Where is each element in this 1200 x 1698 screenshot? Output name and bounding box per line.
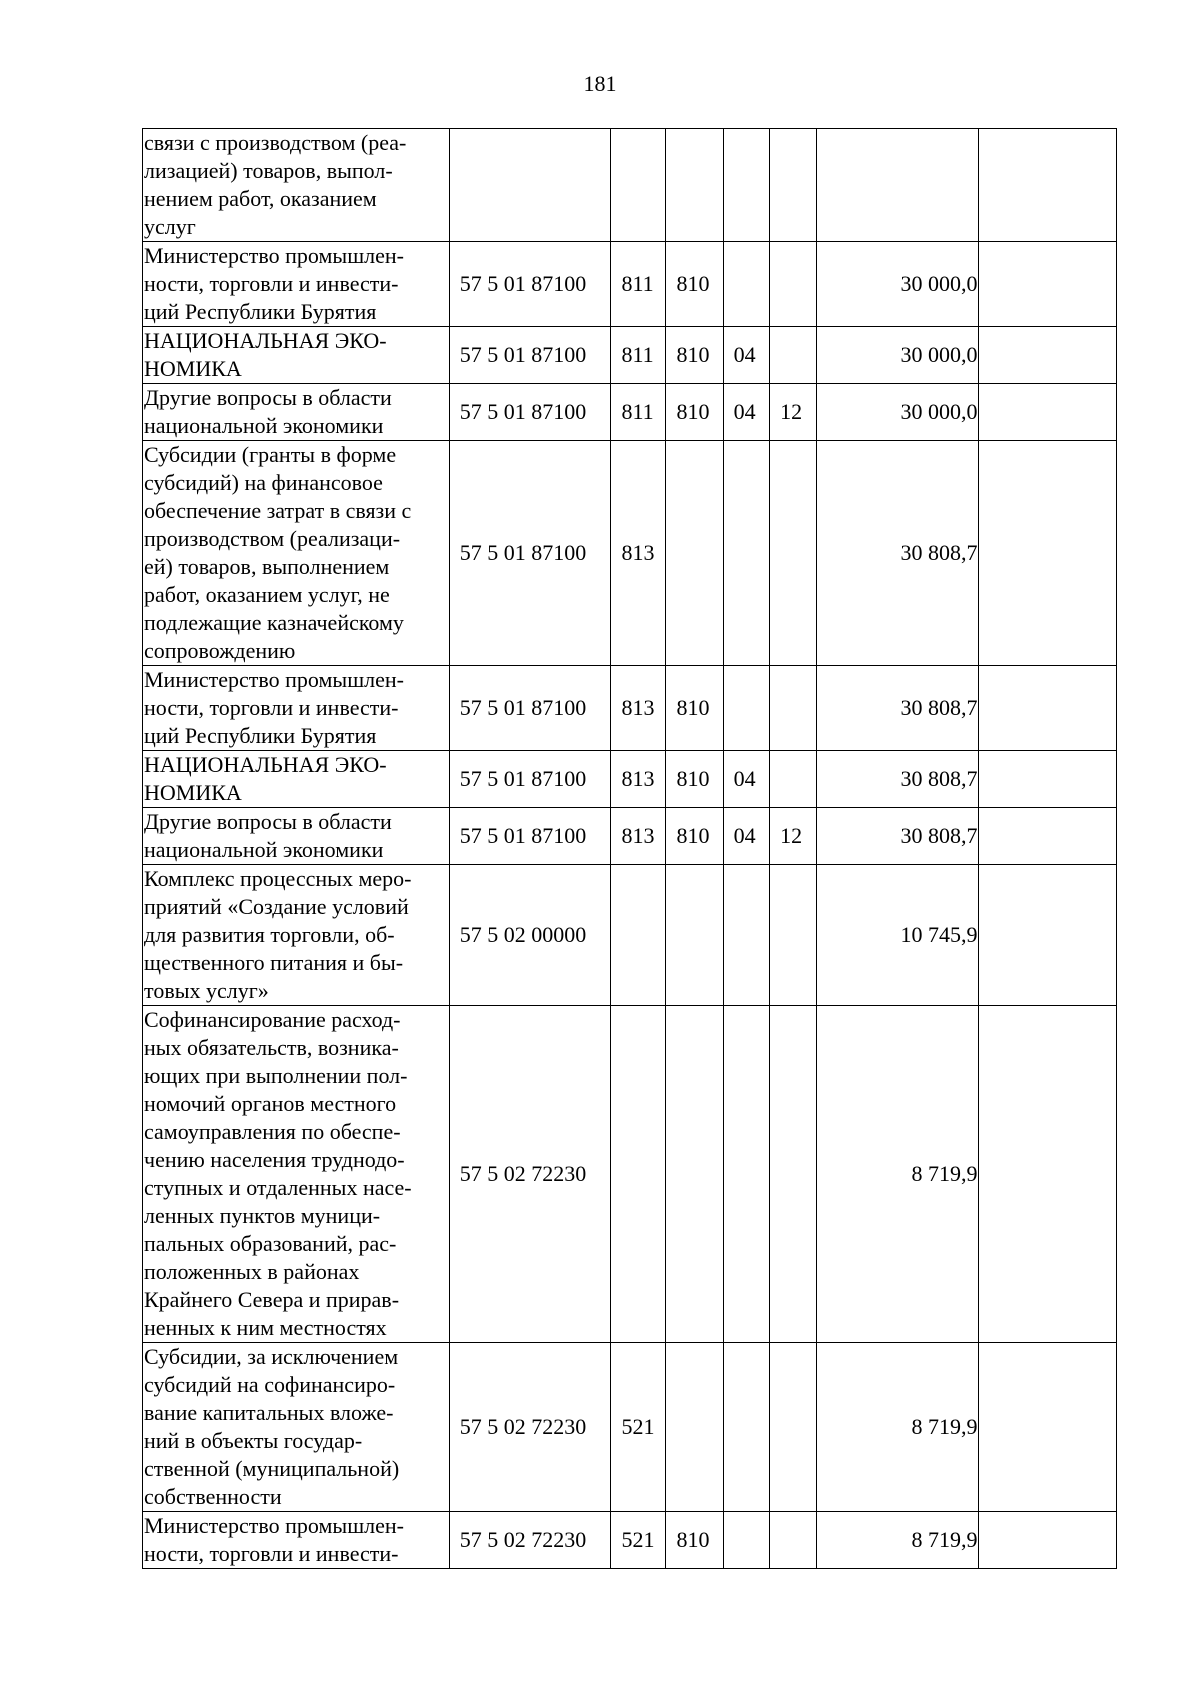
cell-amount: 8 719,9 — [816, 1512, 979, 1569]
cell-extra — [979, 384, 1117, 441]
cell-administrator-code: 810 — [666, 1512, 723, 1569]
item-name-line: нением работ, оказанием — [144, 186, 377, 211]
table-row — [143, 1343, 1117, 1512]
cell-section-code: 04 — [723, 808, 770, 865]
cell-item-name — [143, 441, 450, 666]
cell-amount: 30 808,7 — [816, 751, 979, 808]
item-name-line: ленных пунктов муници- — [144, 1203, 381, 1228]
cell-subsection-code — [770, 751, 817, 808]
item-name-line: сопровождению — [144, 638, 296, 663]
item-name-line: Крайнего Севера и прирав- — [144, 1287, 400, 1312]
cell-extra — [979, 1512, 1117, 1569]
cell-target-article-code: 57 5 02 00000 — [449, 865, 611, 1006]
cell-section-code — [723, 441, 770, 666]
table-row — [143, 1512, 1117, 1569]
cell-expense-type-code: 811 — [611, 327, 666, 384]
item-name-line: субсидий) на финансовое — [144, 470, 383, 495]
cell-expense-type-code: 813 — [611, 751, 666, 808]
cell-subsection-code — [770, 327, 817, 384]
cell-extra — [979, 441, 1117, 666]
item-name-line: ций Республики Бурятия — [144, 299, 377, 324]
cell-subsection-code — [770, 1343, 817, 1512]
table-row — [143, 242, 1117, 327]
cell-amount: 8 719,9 — [816, 1343, 979, 1512]
cell-subsection-code — [770, 441, 817, 666]
table-row — [143, 129, 1117, 242]
budget-table — [142, 128, 1117, 1569]
cell-expense-type-code: 813 — [611, 808, 666, 865]
item-name-line: ненных к ним местностях — [144, 1315, 387, 1340]
cell-subsection-code — [770, 1006, 817, 1343]
cell-subsection-code — [770, 865, 817, 1006]
table-row — [143, 751, 1117, 808]
cell-item-name — [143, 242, 450, 327]
item-name-line: ступных и отдаленных насе- — [144, 1175, 412, 1200]
item-name-line: ций Республики Бурятия — [144, 723, 377, 748]
cell-item-name — [143, 129, 450, 242]
item-name-line: номочий органов местного — [144, 1091, 397, 1116]
item-name-line: Субсидии (гранты в форме — [144, 442, 397, 467]
cell-expense-type-code: 811 — [611, 384, 666, 441]
cell-extra — [979, 129, 1117, 242]
item-name-line: лизацией) товаров, выпол- — [144, 158, 393, 183]
cell-expense-type-code — [611, 865, 666, 1006]
item-name-line: Министерство промышлен- — [144, 1513, 404, 1538]
cell-expense-type-code: 521 — [611, 1512, 666, 1569]
cell-administrator-code — [666, 441, 723, 666]
cell-subsection-code: 12 — [770, 808, 817, 865]
item-name-line: Министерство промышлен- — [144, 243, 404, 268]
cell-expense-type-code — [611, 129, 666, 242]
cell-administrator-code: 810 — [666, 808, 723, 865]
cell-extra — [979, 1006, 1117, 1343]
cell-section-code: 04 — [723, 327, 770, 384]
cell-section-code — [723, 666, 770, 751]
item-name-line: для развития торговли, об- — [144, 922, 395, 947]
item-name-line: ственной (муниципальной) — [144, 1456, 400, 1481]
item-name-line: национальной экономики — [144, 413, 384, 438]
cell-amount: 30 000,0 — [816, 384, 979, 441]
cell-item-name — [143, 1512, 450, 1569]
table-row — [143, 865, 1117, 1006]
cell-subsection-code: 12 — [770, 384, 817, 441]
table-row — [143, 666, 1117, 751]
cell-amount: 30 808,7 — [816, 441, 979, 666]
cell-extra — [979, 751, 1117, 808]
item-name-line: ей) товаров, выполнением — [144, 554, 390, 579]
cell-administrator-code: 810 — [666, 384, 723, 441]
item-name-line: НОМИКА — [144, 356, 242, 381]
cell-subsection-code — [770, 242, 817, 327]
cell-target-article-code: 57 5 02 72230 — [449, 1512, 611, 1569]
item-name-line: национальной экономики — [144, 837, 384, 862]
cell-extra — [979, 666, 1117, 751]
cell-target-article-code: 57 5 02 72230 — [449, 1343, 611, 1512]
cell-target-article-code: 57 5 01 87100 — [449, 242, 611, 327]
cell-administrator-code: 810 — [666, 327, 723, 384]
cell-administrator-code — [666, 865, 723, 1006]
item-name-line: ности, торговли и инвести- — [144, 695, 399, 720]
cell-item-name — [143, 666, 450, 751]
cell-administrator-code: 810 — [666, 666, 723, 751]
cell-section-code — [723, 1512, 770, 1569]
cell-section-code — [723, 1006, 770, 1343]
cell-expense-type-code: 521 — [611, 1343, 666, 1512]
item-name-line: работ, оказанием услуг, не — [144, 582, 390, 607]
item-name-line: НАЦИОНАЛЬНАЯ ЭКО- — [144, 752, 387, 777]
cell-amount: 30 808,7 — [816, 808, 979, 865]
item-name-line: производством (реализаци- — [144, 526, 401, 551]
cell-target-article-code: 57 5 01 87100 — [449, 327, 611, 384]
cell-extra — [979, 865, 1117, 1006]
cell-section-code — [723, 129, 770, 242]
cell-administrator-code — [666, 129, 723, 242]
item-name-line: НАЦИОНАЛЬНАЯ ЭКО- — [144, 328, 387, 353]
table-row — [143, 441, 1117, 666]
cell-administrator-code: 810 — [666, 751, 723, 808]
item-name-line: чению населения труднодо- — [144, 1147, 405, 1172]
cell-item-name — [143, 808, 450, 865]
cell-subsection-code — [770, 129, 817, 242]
cell-subsection-code — [770, 1512, 817, 1569]
cell-item-name — [143, 327, 450, 384]
item-name-line: Субсидии, за исключением — [144, 1344, 399, 1369]
cell-expense-type-code: 813 — [611, 666, 666, 751]
cell-amount: 30 808,7 — [816, 666, 979, 751]
cell-item-name — [143, 751, 450, 808]
item-name-line: Другие вопросы в области — [144, 809, 392, 834]
cell-extra — [979, 1343, 1117, 1512]
cell-amount — [816, 129, 979, 242]
cell-amount: 8 719,9 — [816, 1006, 979, 1343]
item-name-line: ний в объекты государ- — [144, 1428, 363, 1453]
item-name-line: НОМИКА — [144, 780, 242, 805]
item-name-line: Министерство промышлен- — [144, 667, 404, 692]
cell-target-article-code: 57 5 01 87100 — [449, 751, 611, 808]
cell-administrator-code — [666, 1343, 723, 1512]
item-name-line: вание капитальных вложе- — [144, 1400, 394, 1425]
item-name-line: пальных образований, рас- — [144, 1231, 397, 1256]
page-number: 181 — [583, 71, 617, 96]
cell-amount: 30 000,0 — [816, 327, 979, 384]
table-row — [143, 1006, 1117, 1343]
cell-amount: 30 000,0 — [816, 242, 979, 327]
item-name-line: собственности — [144, 1484, 282, 1509]
cell-target-article-code: 57 5 01 87100 — [449, 441, 611, 666]
cell-administrator-code: 810 — [666, 242, 723, 327]
cell-expense-type-code: 813 — [611, 441, 666, 666]
cell-administrator-code — [666, 1006, 723, 1343]
table-row — [143, 327, 1117, 384]
cell-target-article-code: 57 5 01 87100 — [449, 808, 611, 865]
cell-amount: 10 745,9 — [816, 865, 979, 1006]
cell-section-code — [723, 865, 770, 1006]
cell-extra — [979, 327, 1117, 384]
cell-target-article-code: 57 5 02 72230 — [449, 1006, 611, 1343]
cell-section-code: 04 — [723, 384, 770, 441]
cell-target-article-code: 57 5 01 87100 — [449, 384, 611, 441]
item-name-line: щественного питания и бы- — [144, 950, 404, 975]
cell-item-name — [143, 1006, 450, 1343]
item-name-line: приятий «Создание условий — [144, 894, 409, 919]
item-name-line: субсидий на софинансиро- — [144, 1372, 396, 1397]
table-row — [143, 384, 1117, 441]
cell-item-name — [143, 384, 450, 441]
item-name-line: обеспечение затрат в связи с — [144, 498, 412, 523]
cell-extra — [979, 242, 1117, 327]
item-name-line: услуг — [144, 214, 196, 239]
cell-section-code: 04 — [723, 751, 770, 808]
item-name-line: Софинансирование расход- — [144, 1007, 401, 1032]
item-name-line: ности, торговли и инвести- — [144, 1541, 399, 1566]
item-name-line: положенных в районах — [144, 1259, 360, 1284]
item-name-line: Комплекс процессных меро- — [144, 866, 412, 891]
item-name-line: связи с производством (реа- — [144, 130, 407, 155]
item-name-line: ющих при выполнении пол- — [144, 1063, 408, 1088]
cell-expense-type-code — [611, 1006, 666, 1343]
cell-target-article-code — [449, 129, 611, 242]
cell-item-name — [143, 865, 450, 1006]
item-name-line: товых услуг» — [144, 978, 269, 1003]
table-row — [143, 808, 1117, 865]
cell-target-article-code: 57 5 01 87100 — [449, 666, 611, 751]
item-name-line: подлежащие казначейскому — [144, 610, 404, 635]
cell-extra — [979, 808, 1117, 865]
item-name-line: Другие вопросы в области — [144, 385, 392, 410]
item-name-line: ных обязательств, возника- — [144, 1035, 399, 1060]
table-body — [143, 129, 1117, 1569]
cell-item-name — [143, 1343, 450, 1512]
item-name-line: самоуправления по обеспе- — [144, 1119, 401, 1144]
item-name-line: ности, торговли и инвести- — [144, 271, 399, 296]
cell-section-code — [723, 242, 770, 327]
cell-expense-type-code: 811 — [611, 242, 666, 327]
cell-section-code — [723, 1343, 770, 1512]
cell-subsection-code — [770, 666, 817, 751]
